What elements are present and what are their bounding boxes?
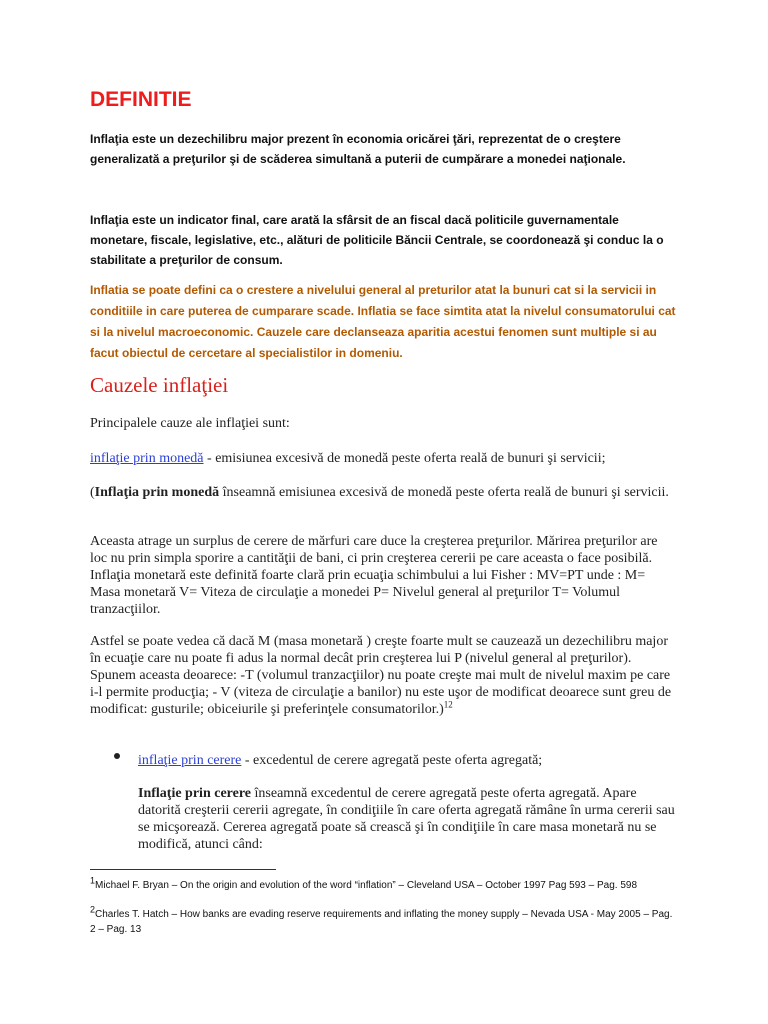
footnote-1-number: 1 [90, 875, 96, 886]
bullet-dot [114, 753, 120, 759]
footnote-ref: 12 [443, 699, 453, 710]
paragraph-definition-3: Inflatia se poate defini ca o crestere a nivelului general al preturilor atat la bunuri cat si la servicii in conditiile in care puterea de cumparare scade. Inflatia se face simtita atat la nivelul consumatorului cat si la nivelul macroeconomic. Cauzele care declanseaza aparitia acestui fenomen sunt multiple si au facut obiectul de cercetare al specialistilor in domeniu. [90, 283, 676, 360]
footnote-2-number: 2 [90, 904, 96, 915]
money-definition-text: înseamnă emisiunea excesivă de monedă peste oferta reală de bunuri şi servicii. [219, 485, 669, 500]
demand-definition-text: înseamnă excedentul de cerere agregată peste oferta agregată. Apare datorită creşterii cererii agregate, în condiţiile în care oferta agregată rămâne în urma cererii sau se micşorează. Cererea agregată poate să crească şi în condiţiile în care masa monetară nu se modifică, atunci când: [138, 786, 675, 852]
paragraph-demand-definition [138, 785, 677, 853]
heading-definitie: DEFINITIE [90, 88, 192, 111]
cause-money [90, 450, 677, 467]
paragraph-definition-1: Inflaţia este un dezechilibru major prezent în economia oricărei ţări, reprezentat de o creştere generalizată a preţurilor şi de scăderea simultană a puterii de cumpărare a monedei naţionale. [90, 132, 626, 166]
paragraph-astfel [90, 633, 677, 718]
footnote-separator [90, 869, 276, 870]
paragraph-definition-2: Inflaţia este un indicator final, care arată la sfârsit de an fiscal dacă politicile guvernamentale monetare, fiscale, legislative, etc., alături de politicile Băncii Centrale, se coordonează şi conduc la o stabilitate a preţurilor de consum. [90, 213, 664, 267]
astfel-text: Astfel se poate vedea că dacă M (masa monetară ) creşte foarte mult se cauzează un dezechilibru major în ecuaţie care nu poate fi adus la normal decât prin creşterea lui P (nivelul general al preţurilor). Spunem aceasta deoarece: -T (volumul tranzacţiilor) nu poate creşte mai mult de nivelul maxim pe care i-l permite producţia; - V (viteza de circulaţie a banilor) nu este uşor de modificat deoarece sunt greu de modificat: gusturile; obiceiurile şi preferinţele consumatorilor.) [90, 634, 672, 717]
footnote-2-text: Charles T. Hatch – How banks are evading reserve requirements and inflating the money supply – Nevada USA - May 2005 – Pag. 2 – Pag. 13 [90, 909, 673, 935]
paragraph-intro: Principalele cauze ale inflaţiei sunt: [90, 416, 290, 431]
open-paren: ( [90, 485, 95, 500]
cause-demand [138, 752, 677, 769]
paragraph-money-definition [90, 484, 677, 501]
cause-money-text: - emisiunea excesivă de monedă peste oferta reală de bunuri şi servicii; [203, 451, 606, 466]
cause-demand-text: - excedentul de cerere agregată peste oferta agregată; [241, 753, 543, 768]
footnote-1 [90, 875, 677, 893]
bold-term-demand: Inflaţie prin cerere [138, 786, 252, 801]
footnote-1-text: Michael F. Bryan – On the origin and evolution of the word “inflation” – Cleveland USA – October 1997 Pag 593 – Pag. 598 [95, 880, 638, 891]
bold-term-money: Inflaţia prin monedă [94, 485, 220, 500]
footnote-2 [90, 904, 677, 937]
heading-cauze: Cauzele inflaţiei [90, 373, 229, 397]
link-inflatie-prin-cerere[interactable]: inflaţie prin cerere [138, 753, 242, 768]
paragraph-fisher: Aceasta atrage un surplus de cerere de mărfuri care duce la creşterea preţurilor. Mărirea preţurilor are loc nu prin simpla sporire a cantităţii de bani, ci prin creşterea cererii pe care aceasta o face posibilă. Inflaţia monetară este definită foarte clară prin ecuaţia schimbului a lui Fisher : MV=PT unde : M= Masa monetară V= Viteza de circulaţie a monedei P= Nivelul general al preţurilor T= Volumul tranzacţiilor. [90, 534, 658, 617]
link-inflatie-prin-moneda[interactable]: inflaţie prin monedă [90, 451, 204, 466]
